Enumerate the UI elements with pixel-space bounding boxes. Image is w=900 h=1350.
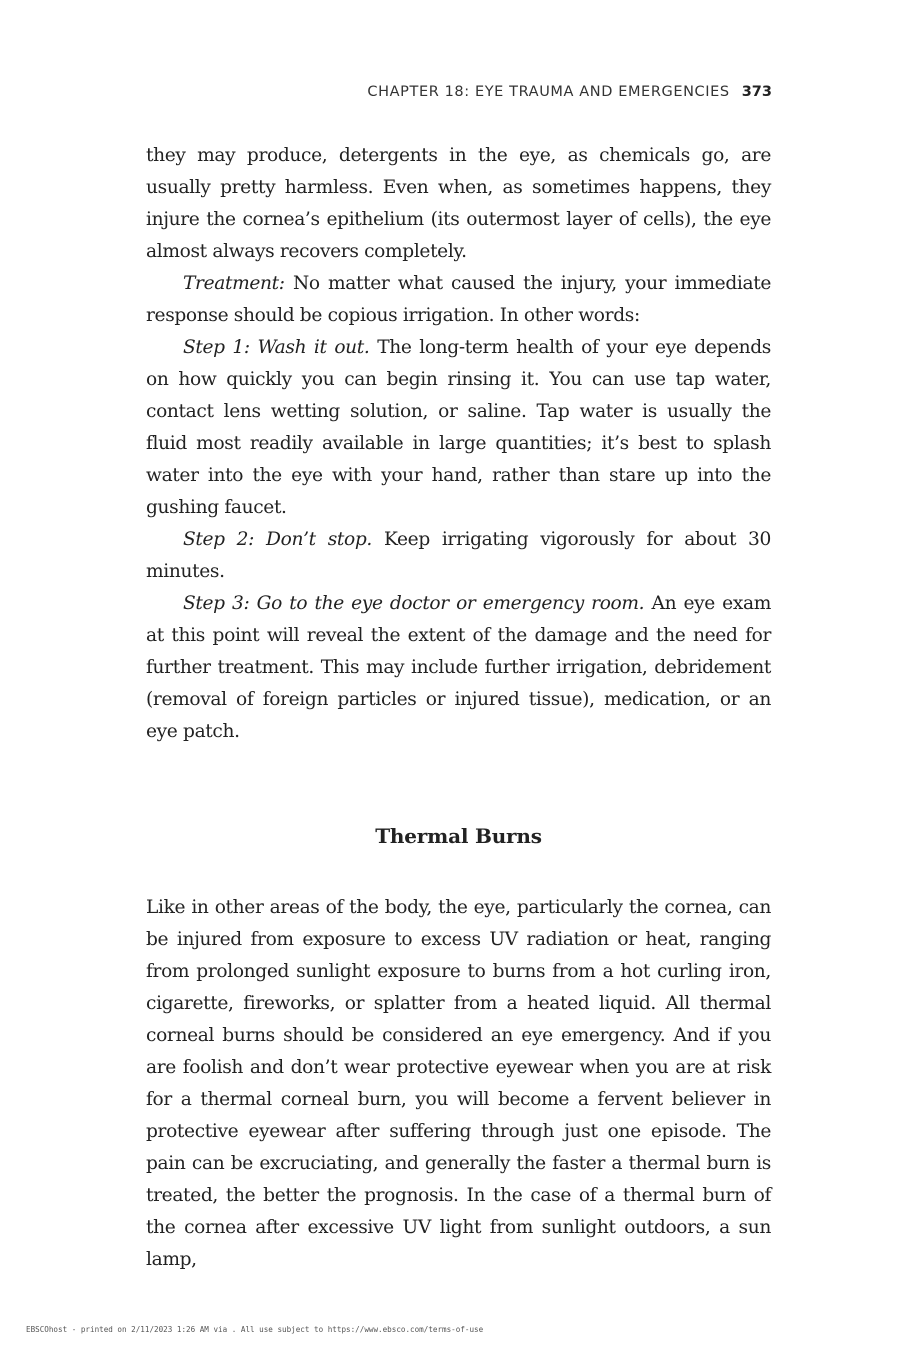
section-heading: Thermal Burns: [375, 824, 542, 848]
paragraph-text: No matter what caused the injury, your immediate response should be copious irrigation. In other words:: [146, 273, 771, 326]
paragraph: they may produce, detergents in the eye, as chemicals go, are usually pretty harmless. Even when, as sometimes happens, they injure the cornea’s epithelium (its outermost layer of cells), the eye almost always recovers completely.: [146, 145, 771, 262]
running-header: [146, 84, 772, 100]
paragraph-text: The long-term health of your eye depends on how quickly you can begin rinsing it. You can use tap water, contact lens wetting solution, or saline. Tap water is usually the fluid most readily available in large quantities; it’s best to splash water into the eye with your hand, rather than stare up into the gushing faucet.: [146, 337, 772, 518]
run-in-label: Step 2: Don’t stop.: [183, 529, 372, 550]
paragraph-text: An eye exam at this point will reveal the extent of the damage and the need for further treatment. This may include further irrigation, debridement (removal of foreign particles or injured tissue), medication, or an eye patch.: [146, 593, 771, 742]
paragraph-text: Keep irrigating vigorously for about 30 minutes.: [146, 529, 772, 582]
page-body: [146, 140, 771, 1276]
run-in-label: Treatment:: [183, 273, 285, 294]
footer-notice: EBSCOhost - printed on 2/11/2023 1:26 AM via . All use subject to https://www.ebsco.com/terms-of-use: [26, 1325, 484, 1334]
paragraph-thermal-burns: Like in other areas of the body, the eye, particularly the cornea, can be injured from exposure to excess UV radiation or heat, ranging from prolonged sunlight exposure to burns from a hot curling iron, cigarette, fireworks, or splatter from a heated liquid. All thermal corneal burns should be considered an eye emergency. And if you are foolish and don’t wear protective eyewear when you are at risk for a thermal corneal burn, you will become a fervent believer in protective eyewear after suffering through just one episode. The pain can be excruciating, and generally the faster a thermal burn is treated, the better the prognosis. In the case of a thermal burn of the cornea after excessive UV light from sunlight outdoors, a sun lamp,: [146, 897, 771, 1270]
paragraph-step-2: [146, 524, 771, 588]
run-in-label: Step 1: Wash it out.: [183, 337, 370, 358]
paragraph-treatment: [146, 268, 771, 332]
page-number: 373: [741, 84, 772, 100]
chapter-title: CHAPTER 18: EYE TRAUMA AND EMERGENCIES: [367, 84, 730, 100]
paragraph-step-1: [146, 332, 771, 524]
paragraph-step-3: [146, 588, 771, 748]
run-in-label: Step 3: Go to the eye doctor or emergency room.: [183, 593, 645, 614]
